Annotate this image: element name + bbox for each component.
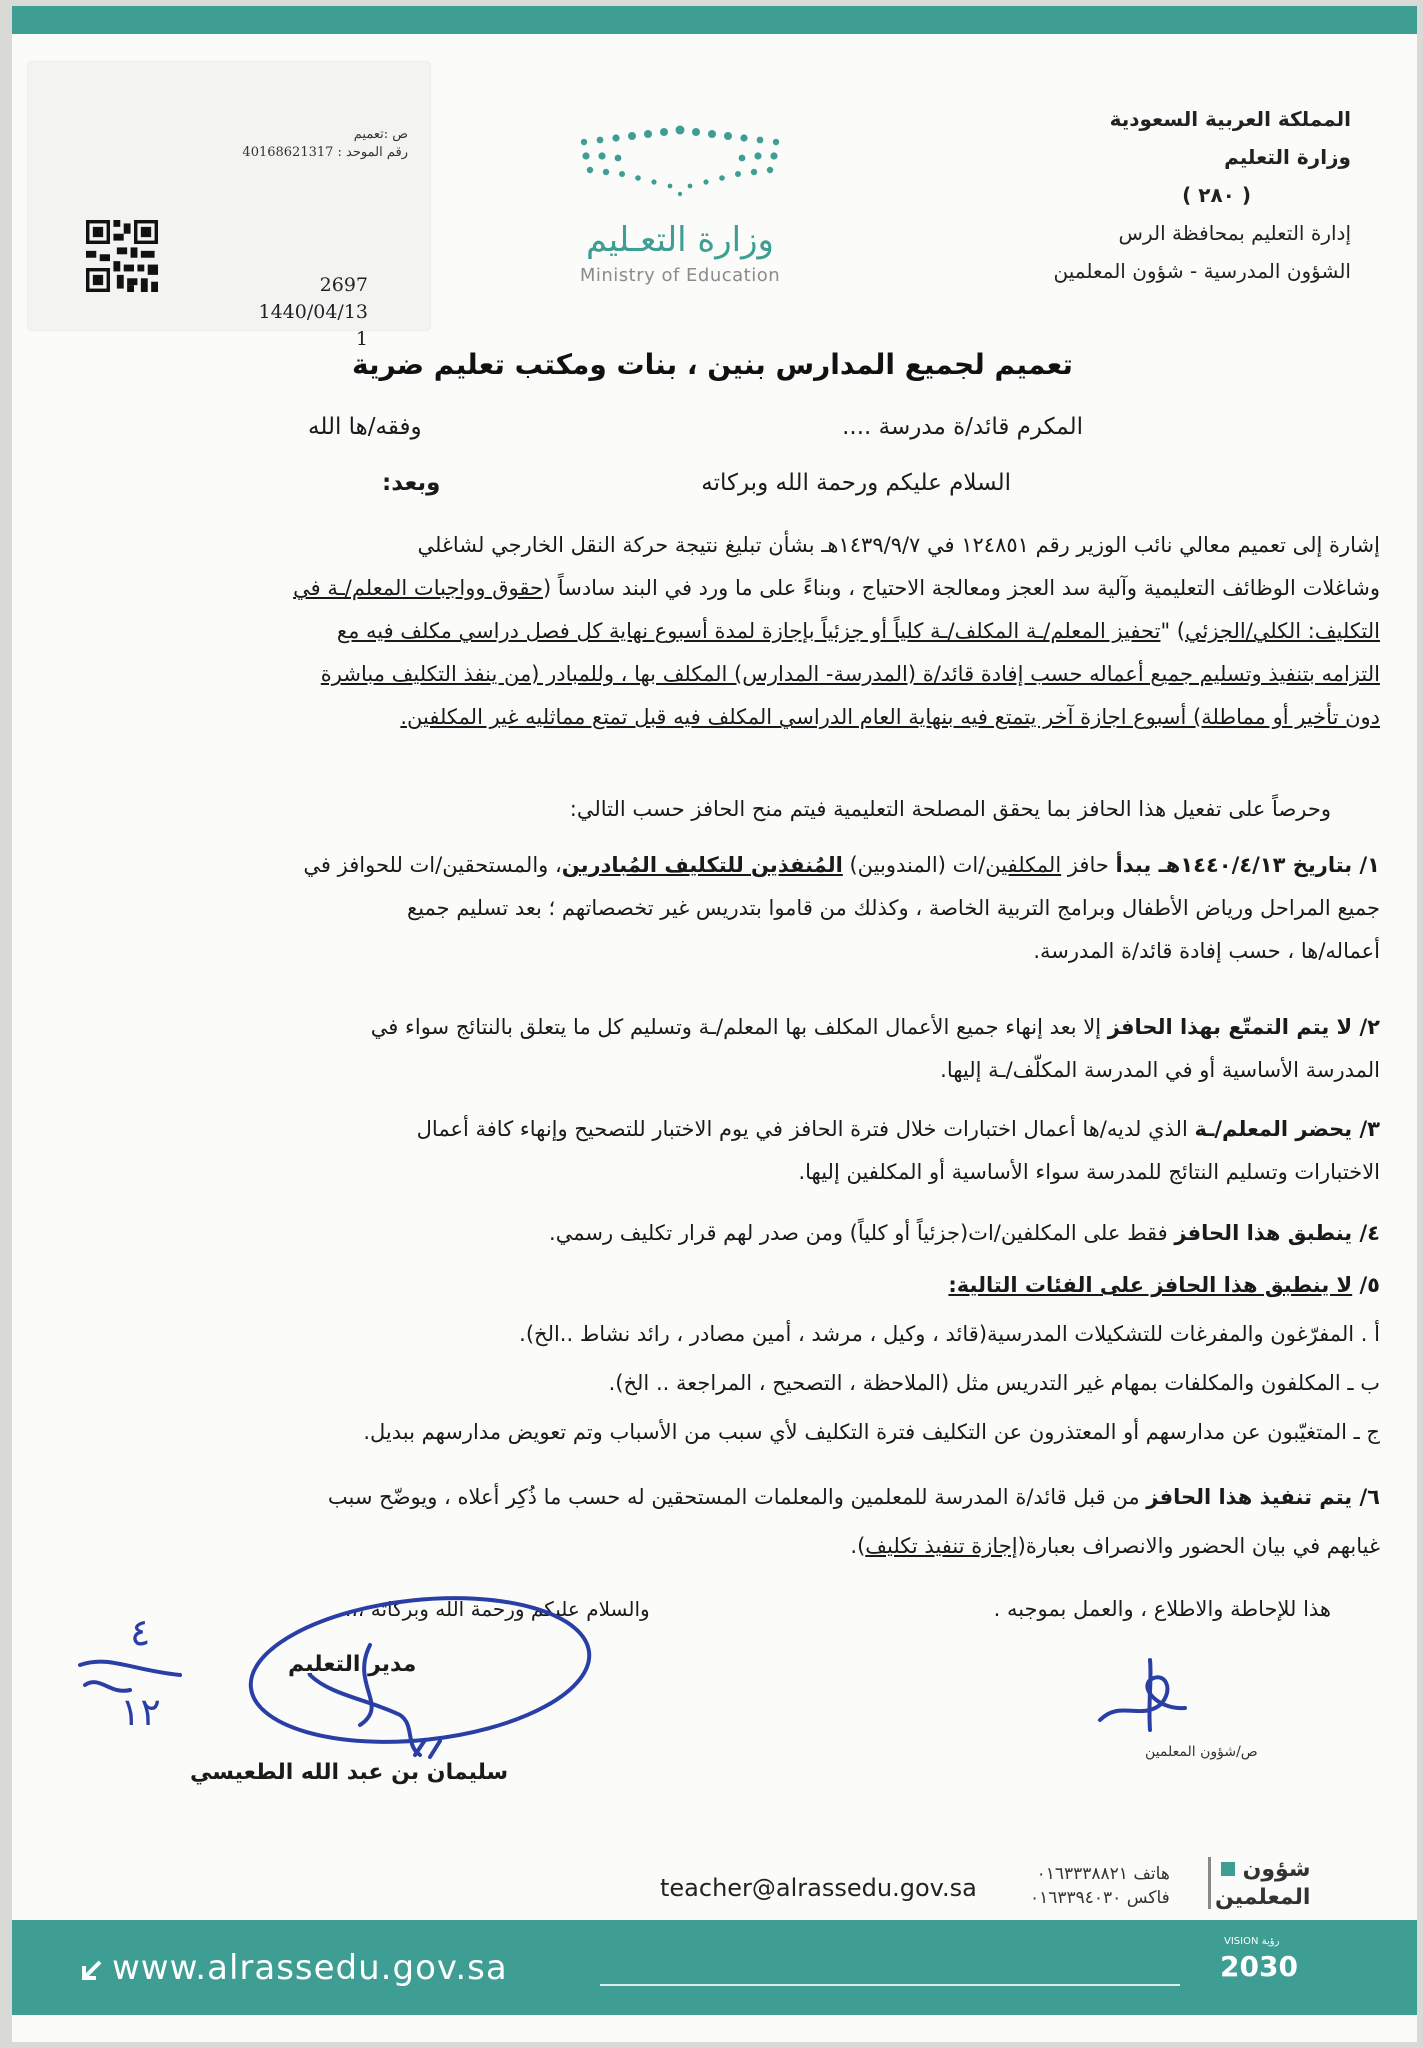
item6-line-1 (62, 1476, 1380, 1519)
sticker-numbers (218, 272, 368, 353)
item6-b: من قبل قائد/ة المدرسة للمعلمين والمعلمات المستحقين له حسب ما ذُكِر أعلاه ، ويوضّح سبب (327, 1485, 1147, 1509)
item1-line-2: جميع المراحل ورياض الأطفال وبرامج التربية الخاصة ، وكذلك من قاموا بتدريس غير تخصصاتهم ؛ بعد تسليم جميع (407, 896, 1380, 920)
p1-line-3c: تحفيز المعلم/ـة المكلف/ـة كلياً أو جزئياً بإجازة لمدة أسبوع نهاية كل فصل دراسي مكلف فيه مع (336, 619, 1161, 643)
registration-sticker (28, 62, 430, 350)
item1-line-3: أعماله/ها ، حسب إفادة قائد/ة المدرسة. (1033, 939, 1380, 963)
item5-b: لا ينطبق هذا الحافز على الفئات التالية: (948, 1273, 1353, 1297)
initials-label: ص/شؤون المعلمين (1145, 1744, 1258, 1760)
sticker-line-1: ص :تعميم (353, 127, 408, 142)
sticker-line-2: رقم الموحد : 40168621317 (242, 145, 408, 160)
sticker-number: 2697 (319, 274, 368, 296)
p1-line-2b: حقوق وواجبات المعلم/ـة في (293, 576, 543, 600)
contact-email[interactable]: teacher@alrassedu.gov.sa (660, 1874, 977, 1902)
item1-a: ١/ بتاريخ ١٤٤٠/٤/١٣هـ يبدأ (1115, 853, 1380, 877)
fax-label: فاكس (1126, 1888, 1170, 1908)
footer-website[interactable]: www.alrassedu.gov.sa (112, 1948, 508, 1988)
item6-line-2 (62, 1525, 1380, 1568)
arrow-down-left-icon (78, 1958, 104, 1984)
item6-l2c: ). (850, 1534, 866, 1558)
phone-label: هاتف (1133, 1864, 1170, 1884)
item-4 (62, 1212, 1380, 1255)
item4-a: ٤/ ينطبق هذا الحافز (1174, 1221, 1380, 1245)
handwritten-number-bottom: ١٢ (120, 1690, 161, 1734)
sticker-date: 1440/04/13 (258, 301, 368, 323)
p1-line-2 (62, 567, 1380, 610)
country-name: المملكة العربية السعودية (1109, 107, 1351, 131)
paragraph-intro (62, 524, 1380, 739)
handwritten-number-top: ٤ (130, 1610, 151, 1654)
item2-line-1 (62, 1006, 1380, 1049)
item3-line-2: الاختبارات وتسليم النتائج للمدرسة سواء الأساسية أو المكلفين إليها. (798, 1160, 1380, 1184)
ministry-logo (560, 120, 800, 290)
p1-line-1: إشارة إلى تعميم معالي نائب الوزير رقم ١٢٤٨٥١ في ١٤٣٩/٩/٧هـ بشأن تبليغ نتيجة حركة النقل الخارجي لشاغلي (417, 533, 1380, 557)
initials-signature-icon (1090, 1650, 1200, 1740)
item1-e: المُنفذين للتكليف المُبادرين (561, 853, 843, 877)
vision-label: VISION رؤية (1224, 1936, 1280, 1947)
item3-a: ٣/ يحضر المعلم/ـة (1194, 1117, 1380, 1141)
item5-a: ٥/ (1352, 1273, 1380, 1297)
item1-line-1 (62, 844, 1380, 887)
closing-note: هذا للإحاطة والاطلاع ، والعمل بموجبه . (993, 1597, 1331, 1621)
addressee: المكرم قائد/ة مدرسة .... (842, 414, 1083, 440)
p1-line-5: دون تأخير أو مماطلة) أسبوع اجازة آخر يتمتع فيه بنهاية العام الدراسي المكلف فيه قبل تمتع مماثليه غير المكلفين. (400, 705, 1380, 729)
item6-l2b: إجازة تنفيذ تكليف (865, 1534, 1018, 1558)
ministry-dots-icon (560, 120, 800, 220)
contact-department (1215, 1856, 1310, 1912)
contact-divider (1208, 1857, 1211, 1909)
ministry-name: وزارة التعليم (1224, 145, 1351, 169)
vision-2030-logo: 2030 (1220, 1950, 1298, 1983)
p1-line-3a: التكليف: الكلي/الجزئي (1184, 619, 1380, 643)
p1-line-3b: ) " (1160, 619, 1185, 643)
phone-number: ٠١٦٣٣٣٨٨٢١ (1036, 1864, 1128, 1884)
department-section: الشؤون المدرسية - شؤون المعلمين (1053, 259, 1351, 283)
item6-l2a: غيابهم في بيان الحضور والانصراف بعبارة( (1017, 1534, 1380, 1558)
item1-b: حافز (1061, 853, 1116, 877)
qr-code-icon (86, 220, 158, 292)
dept-line-1: شؤون (1242, 1857, 1311, 1882)
item2-line-2: المدرسة الأساسية أو في المدرسة المكلّف/ـة إليها. (940, 1058, 1380, 1082)
incentive-intro: وحرصاً على تفعيل هذا الحافز بما يحقق المصلحة التعليمية فيتم منح الحافز حسب التالي: (569, 797, 1331, 821)
item-2 (62, 1006, 1380, 1092)
closing-greeting: والسلام عليكم ورحمة الله وبركاته ،،، (345, 1597, 650, 1621)
dept-line-2: المعلمين (1215, 1885, 1311, 1910)
item-1 (62, 844, 1380, 973)
item3-line-1 (62, 1108, 1380, 1151)
item5-jim: ج ـ المتغيّبون عن مدارسهم أو المعتذرون عن التكليف فترة التكليف لأي سبب من الأسباب وتم تعويض مدارسهم ببديل. (363, 1420, 1380, 1444)
education-department: إدارة التعليم بمحافظة الرس (1118, 221, 1351, 245)
item5-ba: ب ـ المكلفون والمكلفات بمهام غير التدريس مثل (الملاحظة ، التصحيح ، المراجعة .. الخ). (608, 1371, 1380, 1395)
contact-phones (1030, 1862, 1170, 1910)
item-6 (62, 1476, 1380, 1568)
item3-b: الذي لديه/ها أعمال اختبارات خلال فترة الحافز في يوم الاختبار للتصحيح وإنهاء كافة أعمال (416, 1117, 1195, 1141)
p1-line-3 (62, 610, 1380, 653)
handwritten-signature-icon (70, 1575, 610, 1775)
item1-d: /ات (المندوبين) (842, 853, 986, 877)
greeting: السلام عليكم ورحمة الله وبركاته (701, 470, 1011, 496)
item-5 (62, 1264, 1380, 1454)
fax-number: ٠١٦٣٣٩٤٠٣٠ (1030, 1888, 1122, 1908)
dept-square-icon (1221, 1862, 1235, 1876)
item5-line-1 (62, 1264, 1380, 1307)
signatory-name: سليمان بن عبد الله الطعيسي (190, 1760, 509, 1785)
item2-b: إلا بعد إنهاء جميع الأعمال المكلف بها المعلم/ـة وتسليم كل ما يتعلق بالنتائج سواء في (370, 1015, 1108, 1039)
item6-a: ٦/ يتم تنفيذ هذا الحافز (1146, 1485, 1380, 1509)
item-3 (62, 1108, 1380, 1194)
footer-divider (600, 1984, 1180, 1986)
item1-f: ، والمستحقين/ات للحوافز في (303, 853, 562, 877)
item4-line-1 (62, 1212, 1380, 1255)
item5-alef: أ . المفرّغون والمفرغات للتشكيلات المدرسية(قائد ، وكيل ، مرشد ، أمين مصادر ، رائد نشاط ..الخ). (519, 1322, 1380, 1346)
blessing: وفقه/ها الله (308, 414, 422, 440)
header-letterhead (971, 100, 1351, 290)
wabad: وبعد: (382, 470, 441, 496)
sticker-lines (238, 126, 408, 162)
logo-arabic-text: وزارة التعـليم (586, 220, 774, 260)
logo-english-text: Ministry of Education (579, 265, 781, 286)
p1-line-4: التزامه بتنفيذ وتسليم جميع أعماله حسب إفادة قائد/ة (المدرسة- المدارس) المكلف بها ، وللمبادر (من ينفذ التكليف مباشرة (320, 662, 1380, 686)
circular-title: تعميم لجميع المدارس بنين ، بنات ومكتب تعليم ضرية (352, 348, 1073, 381)
sticker-attachments: 1 (355, 328, 368, 350)
p1-line-2a: وشاغلات الوظائف التعليمية وآلية سد العجز ومعالجة الاحتياج ، وبناءً على ما ورد في البند سادساً ( (542, 576, 1380, 600)
item2-a: ٢/ لا يتم التمتّع بهذا الحافز (1107, 1015, 1380, 1039)
signatory-title: مدير التعليم (288, 1652, 417, 1677)
item4-b: فقط على المكلفين/ات(جزئياً أو كلياً) ومن صدر لهم قرار تكليف رسمي. (549, 1221, 1175, 1245)
department-number: ( ٢٨٠ ) (1182, 183, 1251, 207)
top-color-band (12, 6, 1417, 34)
item1-c: المكلفين (985, 853, 1062, 877)
